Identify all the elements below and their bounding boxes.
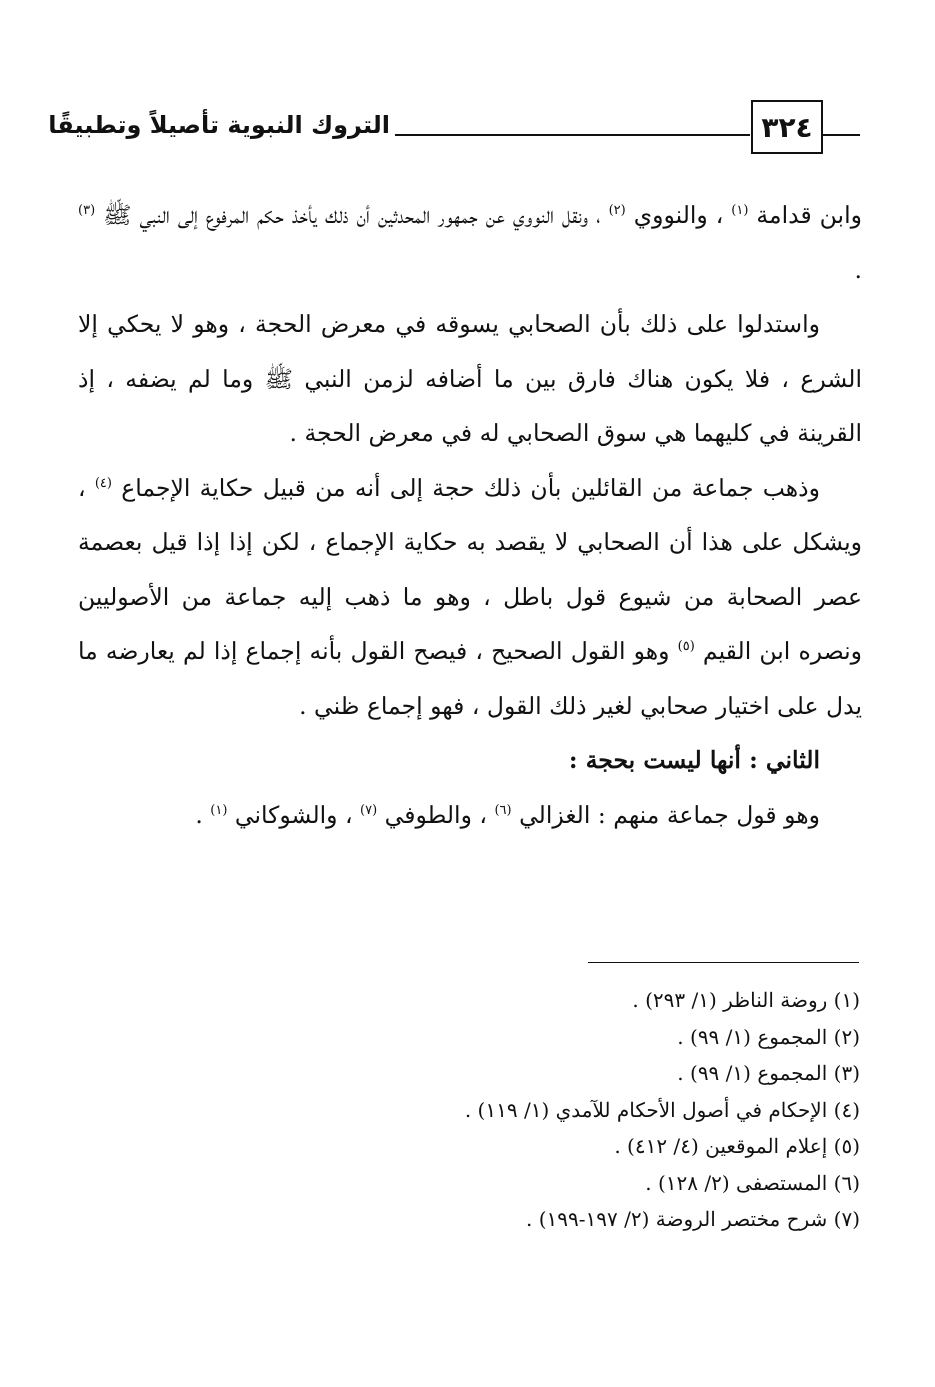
- text-span: ، والنووي: [625, 201, 732, 229]
- footnote-3: (٣) المجموع (١/ ٩٩) .: [677, 1061, 860, 1085]
- paragraph-2: واستدلوا على ذلك بأن الصحابي يسوقه في معرض الحجة ، وهو لا يحكي إلا الشرع ، فلا يكون هناك فارق بين ما أضافه لزمن النبي ﷺ وما لم يضفه ، إذ القرينة في كليهما هي سوق الصحابي له في معرض الحجة .: [78, 310, 862, 447]
- text-span: .: [195, 800, 211, 829]
- footnote-ref[interactable]: (١): [210, 802, 228, 818]
- paragraph-4: [78, 788, 862, 843]
- footnote-2: (٢) المجموع (١/ ٩٩) .: [677, 1024, 860, 1049]
- text-span: وهو قول جماعة منهم : الغزالي: [511, 800, 820, 829]
- footnotes: [200, 982, 860, 1238]
- footnote-1: (١) روضة الناظر (١/ ٢٩٣) .: [632, 988, 860, 1012]
- text-span: ، والشوكاني: [227, 800, 361, 829]
- paragraph-3: [78, 461, 862, 734]
- footnote-ref[interactable]: (٢): [608, 203, 626, 219]
- main-text: [78, 188, 862, 842]
- footnote-5: (٥) إعلام الموقعين (٤/ ٤١٢) .: [614, 1134, 860, 1158]
- running-title: التروك النبوية تأصيلاً وتطبيقًا: [48, 111, 390, 139]
- paragraph-1: [78, 188, 862, 297]
- text-span: وهو القول الصحيح ، فيصح القول بأنه إجماع إذا لم يعارضه ما يدل على اختيار صحابي لغير ذلك القول ، فهو إجماع ظني .: [78, 637, 862, 720]
- footnote-ref[interactable]: (١): [731, 203, 749, 219]
- text-span: وذهب جماعة من القائلين بأن ذلك حجة إلى أنه من قبيل حكاية الإجماع: [111, 473, 820, 502]
- footnote-ref[interactable]: (٣): [78, 203, 96, 219]
- footnote-separator: [588, 962, 859, 963]
- footnote-ref[interactable]: (٥): [677, 639, 695, 655]
- text-span: ، والطوفي: [377, 800, 495, 829]
- header-rule: [395, 134, 750, 136]
- text-span: .: [854, 255, 862, 284]
- subheading: الثاني : أنها ليست بحجة :: [568, 746, 820, 774]
- footnote-ref[interactable]: (٤): [94, 475, 112, 491]
- page-number-box: [751, 100, 823, 154]
- text-span: وابن قدامة: [748, 201, 862, 229]
- page-number: ٣٢٤: [761, 110, 813, 144]
- footnote-ref[interactable]: (٧): [360, 802, 378, 818]
- text-span: ، ويشكل على هذا أن الصحابي لا يقصد به حكاية الإجماع ، لكن إذا إذا قيل بعصمة عصر الصحابة من شيوع قول باطل ، وهو ما ذهب إليه جماعة من الأصوليين ونصره ابن القيم: [78, 473, 862, 665]
- footnote-6: (٦) المستصفى (٢/ ١٢٨) .: [645, 1170, 860, 1195]
- footnote-ref[interactable]: (٦): [494, 802, 512, 818]
- footnote-7: (٧) شرح مختصر الروضة (٢/ ١٩٧-١٩٩) .: [525, 1207, 860, 1231]
- text-span: ، ونقل النووي عن جمهور المحدثين أن ذلك يأخذ حكم المرفوع إلى النبي ﷺ: [95, 201, 609, 229]
- header-rule-right: [823, 134, 860, 136]
- footnote-4: (٤) الإحكام في أصول الأحكام للآمدي (١/ ١١٩) .: [464, 1097, 860, 1122]
